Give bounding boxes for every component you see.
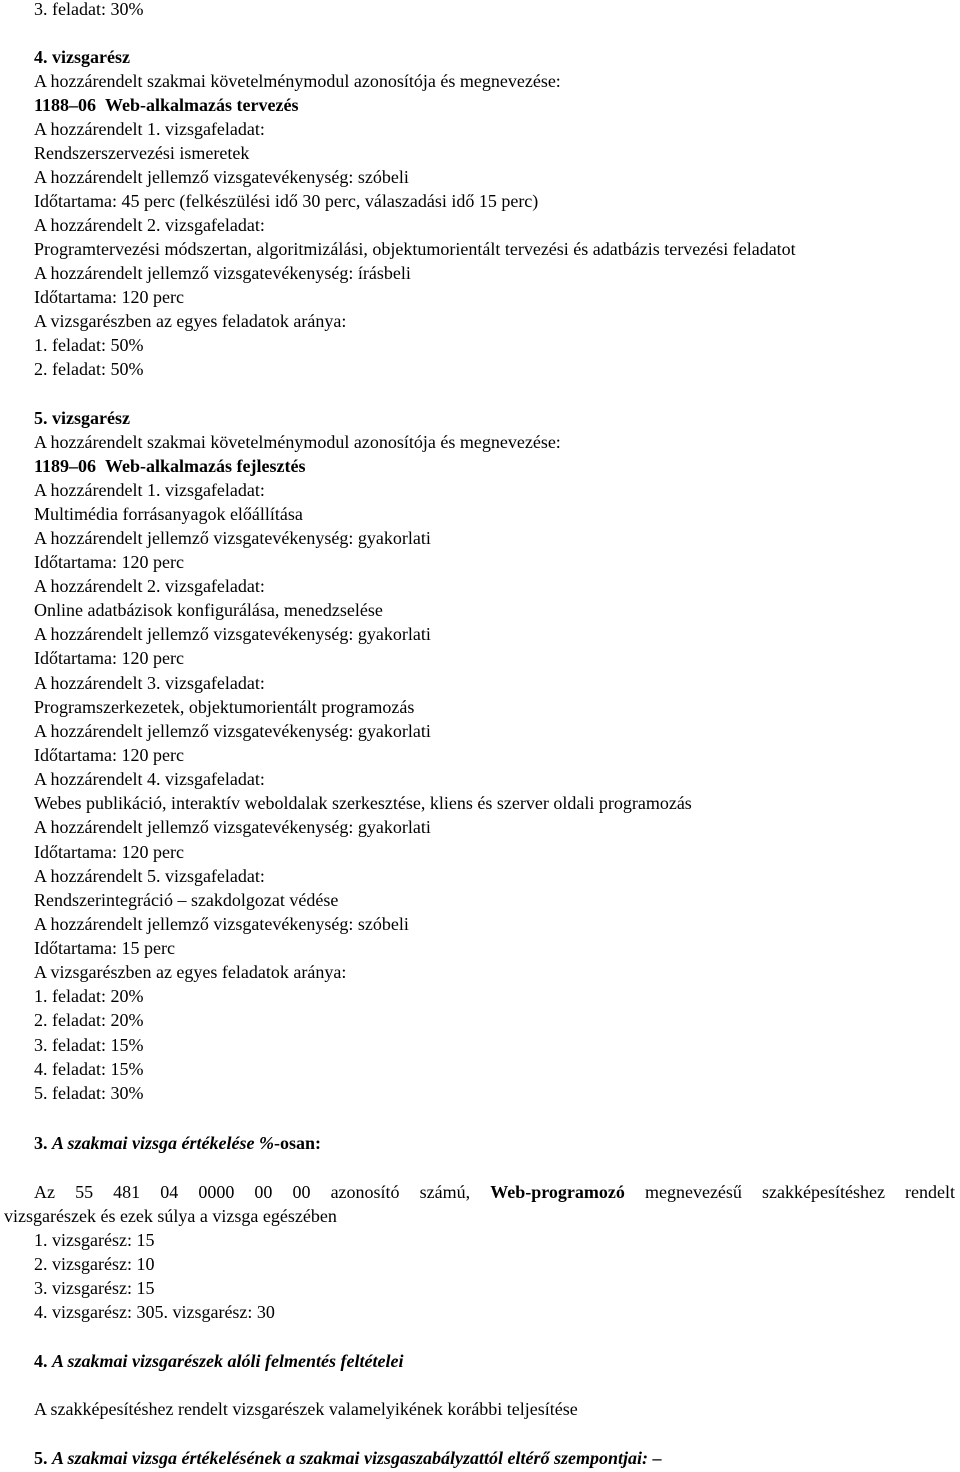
- section4-title: [34, 1349, 403, 1373]
- weight-item: 4. vizsgarész: 305. vizsgarész: 30: [34, 1302, 275, 1322]
- part5-heading: 5. vizsgarész: [34, 408, 130, 428]
- section4-number: 4.: [34, 1351, 48, 1371]
- part5-task-activity: A hozzárendelt jellemző vizsgatevékenység: szóbeli: [34, 914, 409, 934]
- part5-task-name: Programszerkezetek, objektumorientált programozás: [34, 697, 415, 717]
- section5-dash: –: [652, 1448, 662, 1468]
- part5-task-label: A hozzárendelt 1. vizsgafeladat:: [34, 480, 265, 500]
- part5-task-activity: A hozzárendelt jellemző vizsgatevékenység: gyakorlati: [34, 624, 431, 644]
- section3-title-suffix: -osan:: [273, 1133, 321, 1153]
- part5-ratio-label: A vizsgarészben az egyes feladatok aránya:: [34, 962, 347, 982]
- section4-text: A szakképesítéshez rendelt vizsgarészek valamelyikének korábbi teljesítése: [34, 1399, 578, 1419]
- part5-module-label: A hozzárendelt szakmai követelménymodul azonosítója és megnevezése:: [34, 432, 561, 452]
- part5-task-duration: Időtartama: 15 perc: [34, 938, 175, 958]
- part4-ratio-item: 1. feladat: 50%: [34, 335, 144, 355]
- part4-module-name: Web-alkalmazás tervezés: [105, 95, 299, 115]
- part4-task2-duration: Időtartama: 120 perc: [34, 287, 184, 307]
- part5-module-title: [34, 454, 305, 478]
- weight-item: 3. vizsgarész: 15: [34, 1278, 155, 1298]
- part5-task-name: Webes publikáció, interaktív weboldalak szerkesztése, kliens és szerver oldali programozás: [34, 793, 692, 813]
- part5-task-label: A hozzárendelt 4. vizsgafeladat:: [34, 769, 265, 789]
- part5-task-name: Rendszerintegráció – szakdolgozat védése: [34, 890, 339, 910]
- section3-title-italic: A szakmai vizsga értékelése %: [52, 1133, 274, 1153]
- section3-number: 3.: [34, 1133, 48, 1153]
- part5-ratio-item: 3. feladat: 15%: [34, 1035, 144, 1055]
- part5-module-code: 1189–06: [34, 456, 97, 476]
- part5-ratio-item: 1. feladat: 20%: [34, 986, 144, 1006]
- part5-task-activity: A hozzárendelt jellemző vizsgatevékenység: gyakorlati: [34, 528, 431, 548]
- part5-task-activity: A hozzárendelt jellemző vizsgatevékenység: gyakorlati: [34, 721, 431, 741]
- weight-item: 2. vizsgarész: 10: [34, 1254, 155, 1274]
- part4-task1-activity: A hozzárendelt jellemző vizsgatevékenység: szóbeli: [34, 167, 409, 187]
- section5-title: [34, 1446, 662, 1470]
- section3-paragraph: [34, 1180, 955, 1204]
- part5-task-name: Online adatbázisok konfigurálása, menedzselése: [34, 600, 383, 620]
- section5-number: 5.: [34, 1448, 48, 1468]
- part4-module-title: [34, 93, 298, 117]
- section3-title: [34, 1131, 321, 1155]
- part5-ratio-item: 4. feladat: 15%: [34, 1059, 144, 1079]
- part5-task-name: Multimédia forrásanyagok előállítása: [34, 504, 303, 524]
- part5-ratio-item: 2. feladat: 20%: [34, 1010, 144, 1030]
- part5-module-name: Web-alkalmazás fejlesztés: [105, 456, 306, 476]
- section5-title-text: A szakmai vizsga értékelésének a szakmai vizsgaszabályzattól eltérő szempontjai:: [52, 1448, 648, 1468]
- part4-ratio-item: 2. feladat: 50%: [34, 359, 144, 379]
- part5-task-label: A hozzárendelt 5. vizsgafeladat:: [34, 866, 265, 886]
- part4-module-label: A hozzárendelt szakmai követelménymodul azonosítója és megnevezése:: [34, 71, 561, 91]
- part4-task2-activity: A hozzárendelt jellemző vizsgatevékenység: írásbeli: [34, 263, 411, 283]
- part5-task-duration: Időtartama: 120 perc: [34, 648, 184, 668]
- part5-task-label: A hozzárendelt 2. vizsgafeladat:: [34, 576, 265, 596]
- qualification-name: Web-programozó: [490, 1182, 625, 1202]
- part4-ratio-label: A vizsgarészben az egyes feladatok aránya:: [34, 311, 347, 331]
- part5-task-label: A hozzárendelt 3. vizsgafeladat:: [34, 673, 265, 693]
- part4-module-code: 1188–06: [34, 95, 97, 115]
- section3-para-part: megnevezésű szakképesítéshez rendelt: [644, 1182, 956, 1202]
- part5-ratio-item: 5. feladat: 30%: [34, 1083, 144, 1103]
- part5-task-duration: Időtartama: 120 perc: [34, 745, 184, 765]
- section3-paragraph-cont: vizsgarészek és ezek súlya a vizsga egészében: [4, 1206, 337, 1226]
- ratio-line: 3. feladat: 30%: [34, 0, 144, 19]
- weight-item: 1. vizsgarész: 15: [34, 1230, 155, 1250]
- section4-title-text: A szakmai vizsgarészek alóli felmentés feltételei: [52, 1351, 404, 1371]
- part4-task2-label: A hozzárendelt 2. vizsgafeladat:: [34, 215, 265, 235]
- part4-task1-label: A hozzárendelt 1. vizsgafeladat:: [34, 119, 265, 139]
- section3-para-part: Az 55 481 04 0000 00 00 azonosító számú,: [34, 1182, 471, 1202]
- part4-task1-name: Rendszerszervezési ismeretek: [34, 143, 250, 163]
- part4-task2-name: Programtervezési módszertan, algoritmizálási, objektumorientált tervezési és adatbázis tervezési feladatot: [34, 239, 796, 259]
- part4-task1-duration: Időtartama: 45 perc (felkészülési idő 30 perc, válaszadási idő 15 perc): [34, 191, 539, 211]
- part4-heading: 4. vizsgarész: [34, 47, 130, 67]
- part5-task-duration: Időtartama: 120 perc: [34, 552, 184, 572]
- part5-task-duration: Időtartama: 120 perc: [34, 842, 184, 862]
- part5-task-activity: A hozzárendelt jellemző vizsgatevékenység: gyakorlati: [34, 817, 431, 837]
